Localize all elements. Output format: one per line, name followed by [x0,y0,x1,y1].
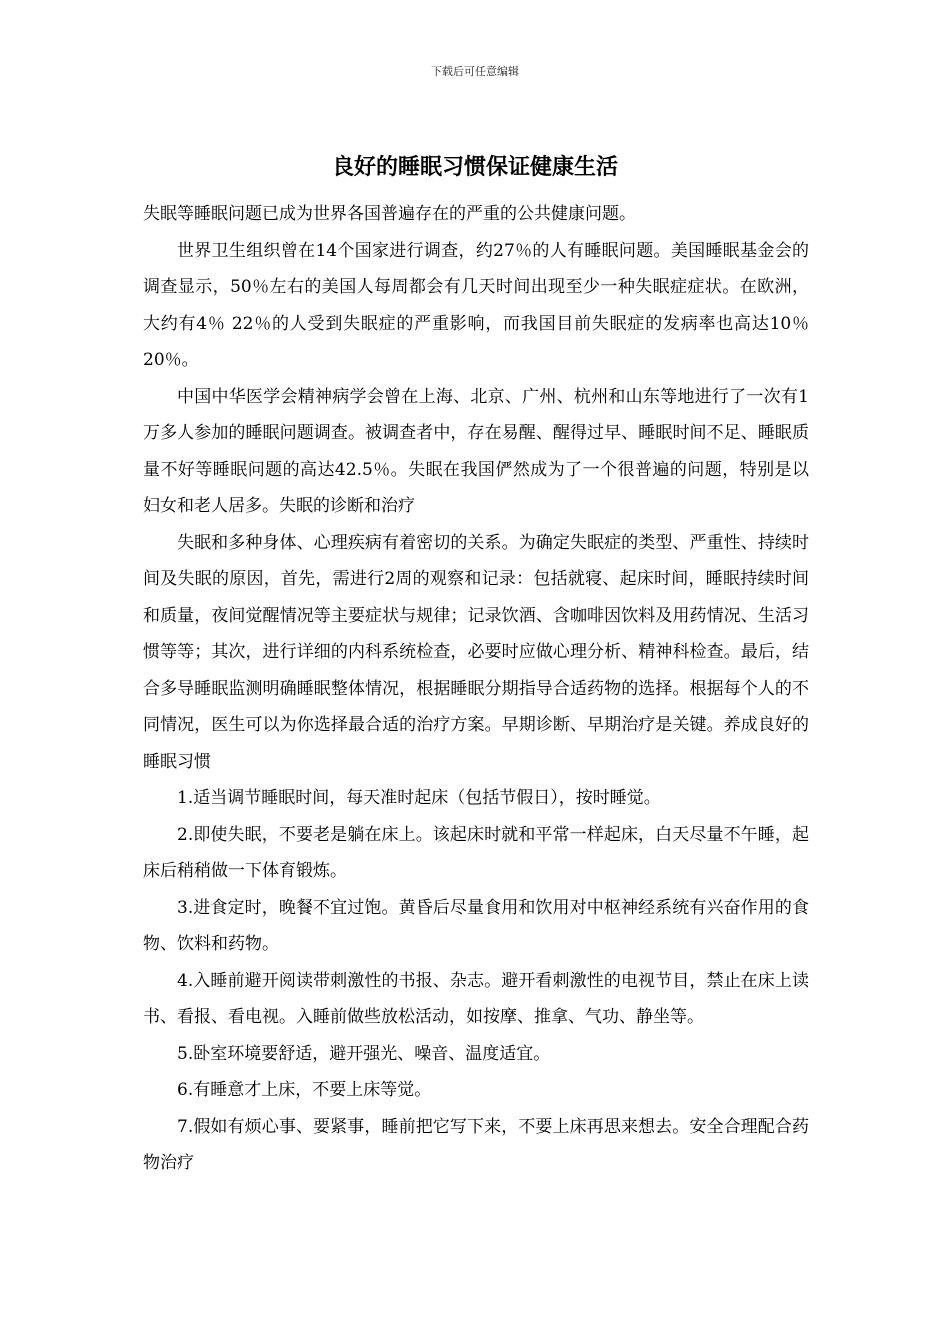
paragraph-china-survey: 中国中华医学会精神病学会曾在上海、北京、广州、杭州和山东等地进行了一次有1万多人参加的睡眠问题调查。被调查者中，存在易醒、醒得过早、睡眠时间不足、睡眠质量不好等睡眠问题的高达42.5％。失眠在我国俨然成为了一个很普遍的问题，特别是以妇女和老人居多。失眠的诊断和治疗 [143,386,809,516]
list-item-3: 3.进食定时，晚餐不宜过饱。黄昏后尽量食用和饮用对中枢神经系统有兴奋作用的食物、饮料和药物。 [143,897,809,954]
list-item-7: 7.假如有烦心事、要紧事，睡前把它写下来，不要上床再思来想去。安全合理配合药物治疗 [143,1116,809,1173]
list-item-2: 2.即使失眠，不要老是躺在床上。该起床时就和平常一样起床，白天尽量不午睡，起床后稍稍做一下体育锻炼。 [143,824,809,881]
page-header: 下载后可任意编辑 [431,65,519,78]
paragraph-diagnosis: 失眠和多种身体、心理疾病有着密切的关系。为确定失眠症的类型、严重性、持续时间及失眠的原因，首先，需进行2周的观察和记录：包括就寝、起床时间，睡眠持续时间和质量，夜间觉醒情况等主要症状与规律；记录饮酒、含咖啡因饮料及用药情况、生活习惯等等；其次，进行详细的内科系统检查，必要时应做心理分析、精神科检查。最后，结合多导睡眠监测明确睡眠整体情况，根据睡眠分期指导合适药物的选择。根据每个人的不同情况，医生可以为你选择最合适的治疗方案。早期诊断、早期治疗是关键。养成良好的睡眠习惯 [143,532,809,772]
document-body [143,196,809,1182]
list-item-4: 4.入睡前避开阅读带刺激性的书报、杂志。避开看刺激性的电视节目，禁止在床上读书、看报、看电视。入睡前做些放松活动，如按摩、推拿、气功、静坐等。 [143,970,809,1027]
list-item-1: 1.适当调节睡眠时间，每天准时起床（包括节假日），按时睡觉。 [177,788,661,808]
list-item-6: 6.有睡意才上床，不要上床等觉。 [177,1080,432,1100]
paragraph-who-survey: 世界卫生组织曾在14个国家进行调查，约27％的人有睡眠问题。美国睡眠基金会的调查显示，50％左右的美国人每周都会有几天时间出现至少一种失眠症症状。在欧洲，大约有4％ 22％的人受到失眠症的严重影响，而我国目前失眠症的发病率也高达10％ 20％。 [143,240,809,370]
paragraph-intro: 失眠等睡眠问题已成为世界各国普遍存在的严重的公共健康问题。 [143,204,636,224]
list-item-5: 5.卧室环境要舒适，避开强光、噪音、温度适宜。 [177,1043,551,1064]
document-title: 良好的睡眠习惯保证健康生活 [331,155,618,180]
